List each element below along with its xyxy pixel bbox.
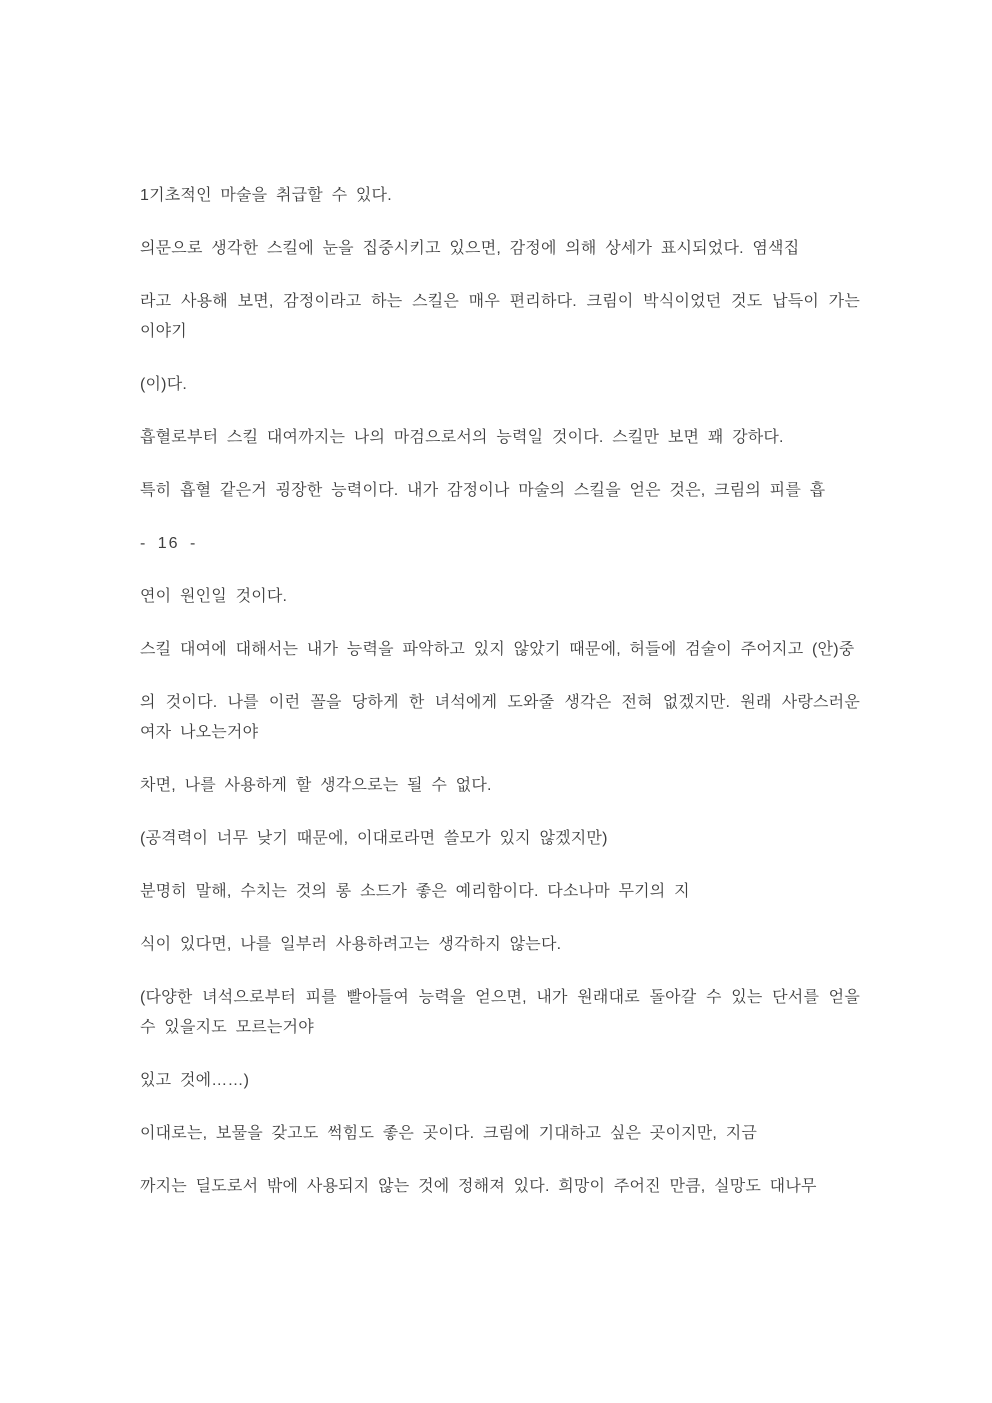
- paragraph: (이)다.: [140, 376, 188, 393]
- paragraph: (다양한 녀석으로부터 피를 빨아들여 능력을 얻으면, 내가 원래대로 돌아갈 수 있는 단서를 얻을 수 있을지도 모르는거야: [140, 989, 860, 1036]
- paragraph: 스킬 대여에 대해서는 내가 능력을 파악하고 있지 않았기 때문에, 허들에 검술이 주어지고 (안)중: [140, 641, 855, 658]
- page-number: - 16 -: [140, 535, 198, 552]
- paragraph: 흡혈로부터 스킬 대여까지는 나의 마검으로서의 능력일 것이다. 스킬만 보면 꽤 강하다.: [140, 429, 784, 446]
- paragraph: 있고 것에……): [140, 1072, 250, 1089]
- paragraph: 식이 있다면, 나를 일부러 사용하려고는 생각하지 않는다.: [140, 936, 562, 953]
- paragraph: (공격력이 너무 낮기 때문에, 이대로라면 쓸모가 있지 않겠지만): [140, 830, 608, 847]
- paragraph: 차면, 나를 사용하게 할 생각으로는 될 수 없다.: [140, 777, 492, 794]
- paragraph: 이대로는, 보물을 갖고도 썩힘도 좋은 곳이다. 크림에 기대하고 싶은 곳이지만, 지금: [140, 1125, 758, 1142]
- paragraph: 라고 사용해 보면, 감정이라고 하는 스킬은 매우 편리하다. 크림이 박식이었던 것도 납득이 가는 이야기: [140, 293, 860, 340]
- paragraph: 분명히 말해, 수치는 것의 롱 소드가 좋은 예리함이다. 다소나마 무기의 지: [140, 883, 690, 900]
- paragraph: 의문으로 생각한 스킬에 눈을 집중시키고 있으면, 감정에 의해 상세가 표시되었다. 염색집: [140, 240, 800, 257]
- paragraph: 연이 원인일 것이다.: [140, 588, 288, 605]
- paragraph: 1기초적인 마술을 취급할 수 있다.: [140, 187, 392, 204]
- paragraph: 의 것이다. 나를 이런 꼴을 당하게 한 녀석에게 도와줄 생각은 전혀 없겠지만. 원래 사랑스러운 여자 나오는거야: [140, 694, 860, 741]
- paragraph: 까지는 딜도로서 밖에 사용되지 않는 것에 정해져 있다. 희망이 주어진 만큼, 실망도 대나무: [140, 1178, 817, 1195]
- paragraph: 특히 흡혈 같은거 굉장한 능력이다. 내가 감정이나 마술의 스킬을 얻은 것은, 크림의 피를 흡: [140, 482, 826, 499]
